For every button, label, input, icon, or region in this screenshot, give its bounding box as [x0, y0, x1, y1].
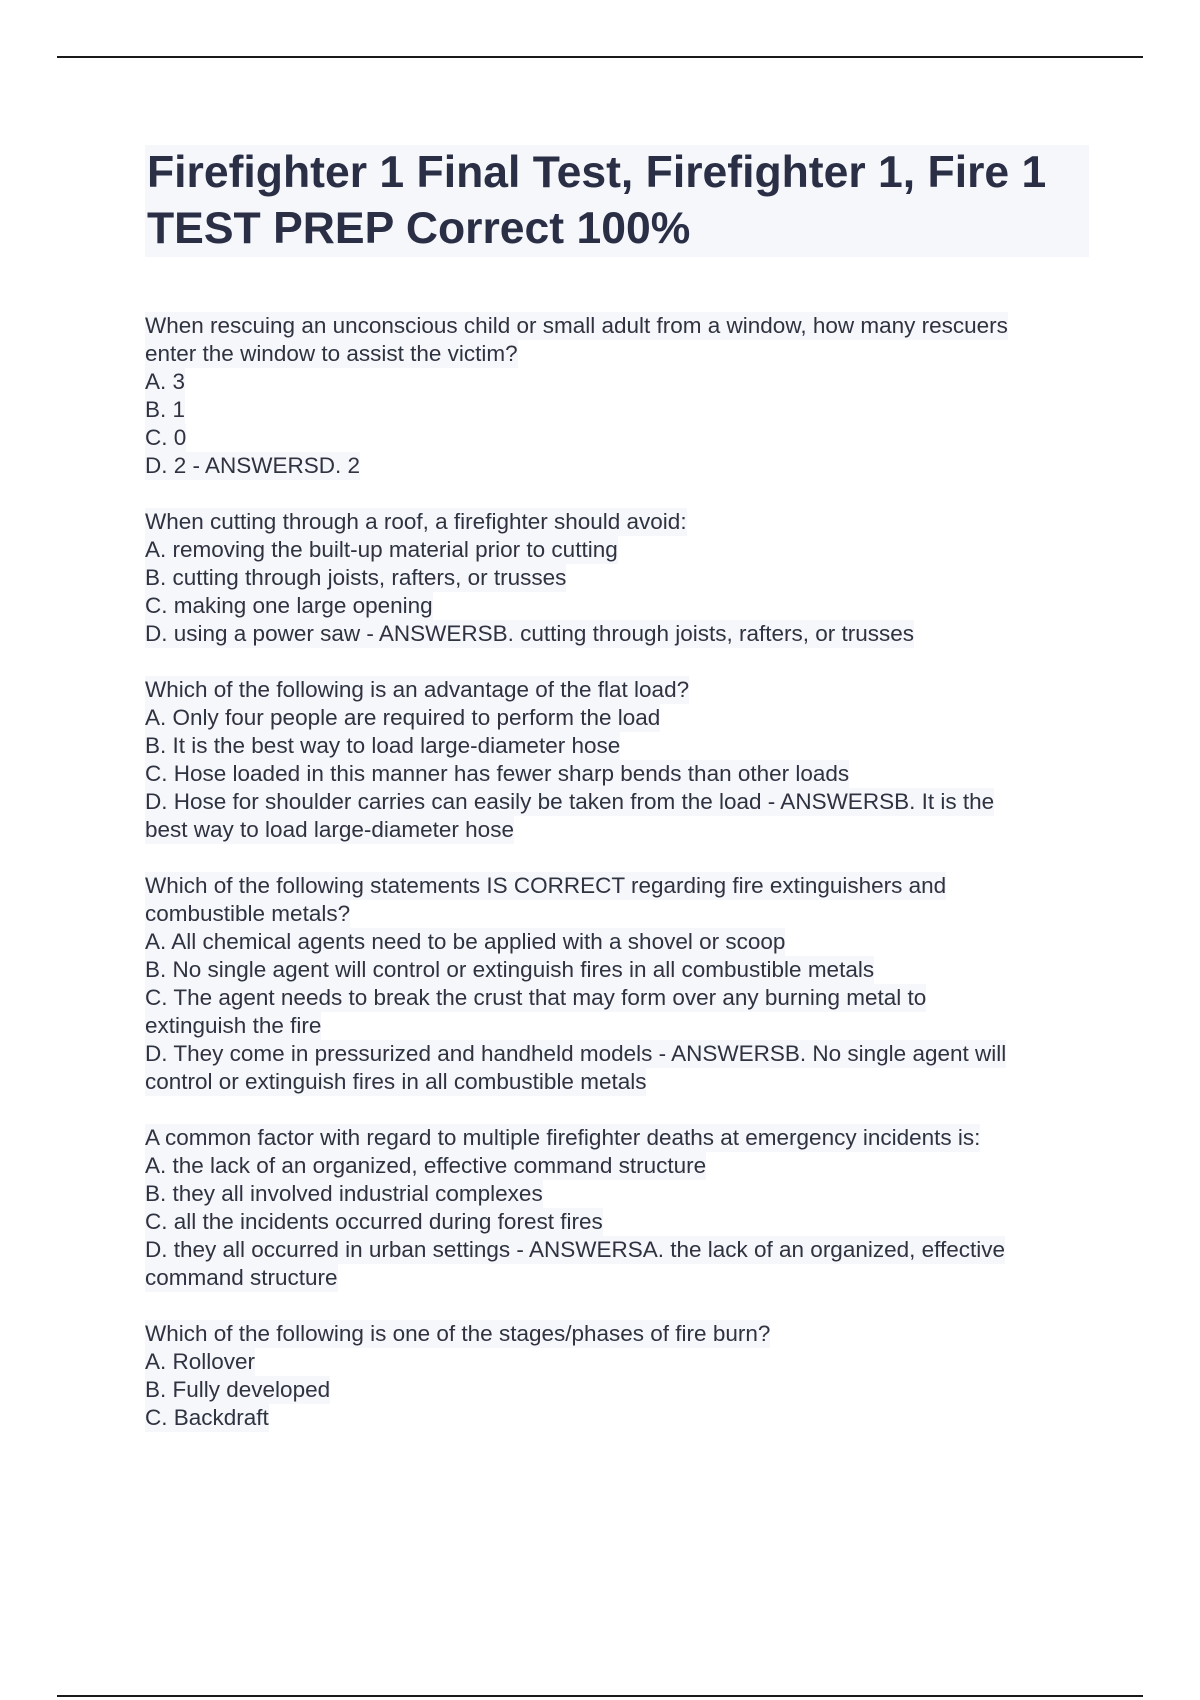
question-line: D. 2 - ANSWERSD. 2	[145, 453, 361, 478]
question-text: Which of the following is one of the stages/phases of fire burn?	[145, 1321, 771, 1346]
bottom-rule	[57, 1695, 1143, 1697]
question-line: A. 3	[145, 369, 186, 394]
question-line: B. 1	[145, 397, 186, 422]
question-text: When cutting through a roof, a firefighter should avoid:	[145, 509, 687, 534]
question-line: control or extinguish fires in all combustible metals	[145, 1069, 647, 1094]
question-line: C. Hose loaded in this manner has fewer sharp bends than other loads	[145, 761, 850, 786]
question-line: command structure	[145, 1265, 338, 1290]
question-line: D. using a power saw - ANSWERSB. cutting through joists, rafters, or trusses	[145, 621, 915, 646]
question-line: C. making one large opening	[145, 593, 433, 618]
question-block	[145, 1320, 1089, 1432]
question-text: Which of the following is an advantage of the flat load?	[145, 677, 690, 702]
question-block	[145, 1124, 1089, 1292]
question-line: C. all the incidents occurred during forest fires	[145, 1209, 603, 1234]
question-line: combustible metals?	[145, 901, 351, 926]
question-text: When rescuing an unconscious child or small adult from a window, how many rescuers	[145, 313, 1008, 338]
question-line: A. removing the built-up material prior to cutting	[145, 537, 618, 562]
question-line: C. Backdraft	[145, 1405, 269, 1430]
question-text: A common factor with regard to multiple firefighter deaths at emergency incidents is:	[145, 1125, 981, 1150]
question-line: D. they all occurred in urban settings - ANSWERSA. the lack of an organized, effective	[145, 1237, 1006, 1262]
question-line: A. All chemical agents need to be applied with a shovel or scoop	[145, 929, 786, 954]
question-line: best way to load large-diameter hose	[145, 817, 514, 842]
question-line: D. Hose for shoulder carries can easily be taken from the load - ANSWERSB. It is the	[145, 789, 995, 814]
question-line: B. cutting through joists, rafters, or trusses	[145, 565, 567, 590]
question-line: A. Rollover	[145, 1349, 256, 1374]
question-block	[145, 508, 1089, 648]
question-list	[145, 312, 1089, 1460]
question-line: A. the lack of an organized, effective command structure	[145, 1153, 707, 1178]
document-title: Firefighter 1 Final Test, Firefighter 1, Fire 1 TEST PREP Correct 100%	[145, 145, 1089, 257]
question-line: B. No single agent will control or extinguish fires in all combustible metals	[145, 957, 875, 982]
top-rule	[57, 56, 1143, 58]
question-line: extinguish the fire	[145, 1013, 322, 1038]
question-line: A. Only four people are required to perform the load	[145, 705, 661, 730]
question-text: Which of the following statements IS CORRECT regarding fire extinguishers and	[145, 873, 947, 898]
question-line: C. 0	[145, 425, 187, 450]
question-block	[145, 676, 1089, 844]
question-line: B. It is the best way to load large-diameter hose	[145, 733, 621, 758]
question-line: enter the window to assist the victim?	[145, 341, 518, 366]
question-line: B. they all involved industrial complexes	[145, 1181, 543, 1206]
question-line: C. The agent needs to break the crust that may form over any burning metal to	[145, 985, 927, 1010]
question-block	[145, 312, 1089, 480]
question-line: B. Fully developed	[145, 1377, 331, 1402]
question-line: D. They come in pressurized and handheld models - ANSWERSB. No single agent will	[145, 1041, 1007, 1066]
question-block	[145, 872, 1089, 1096]
